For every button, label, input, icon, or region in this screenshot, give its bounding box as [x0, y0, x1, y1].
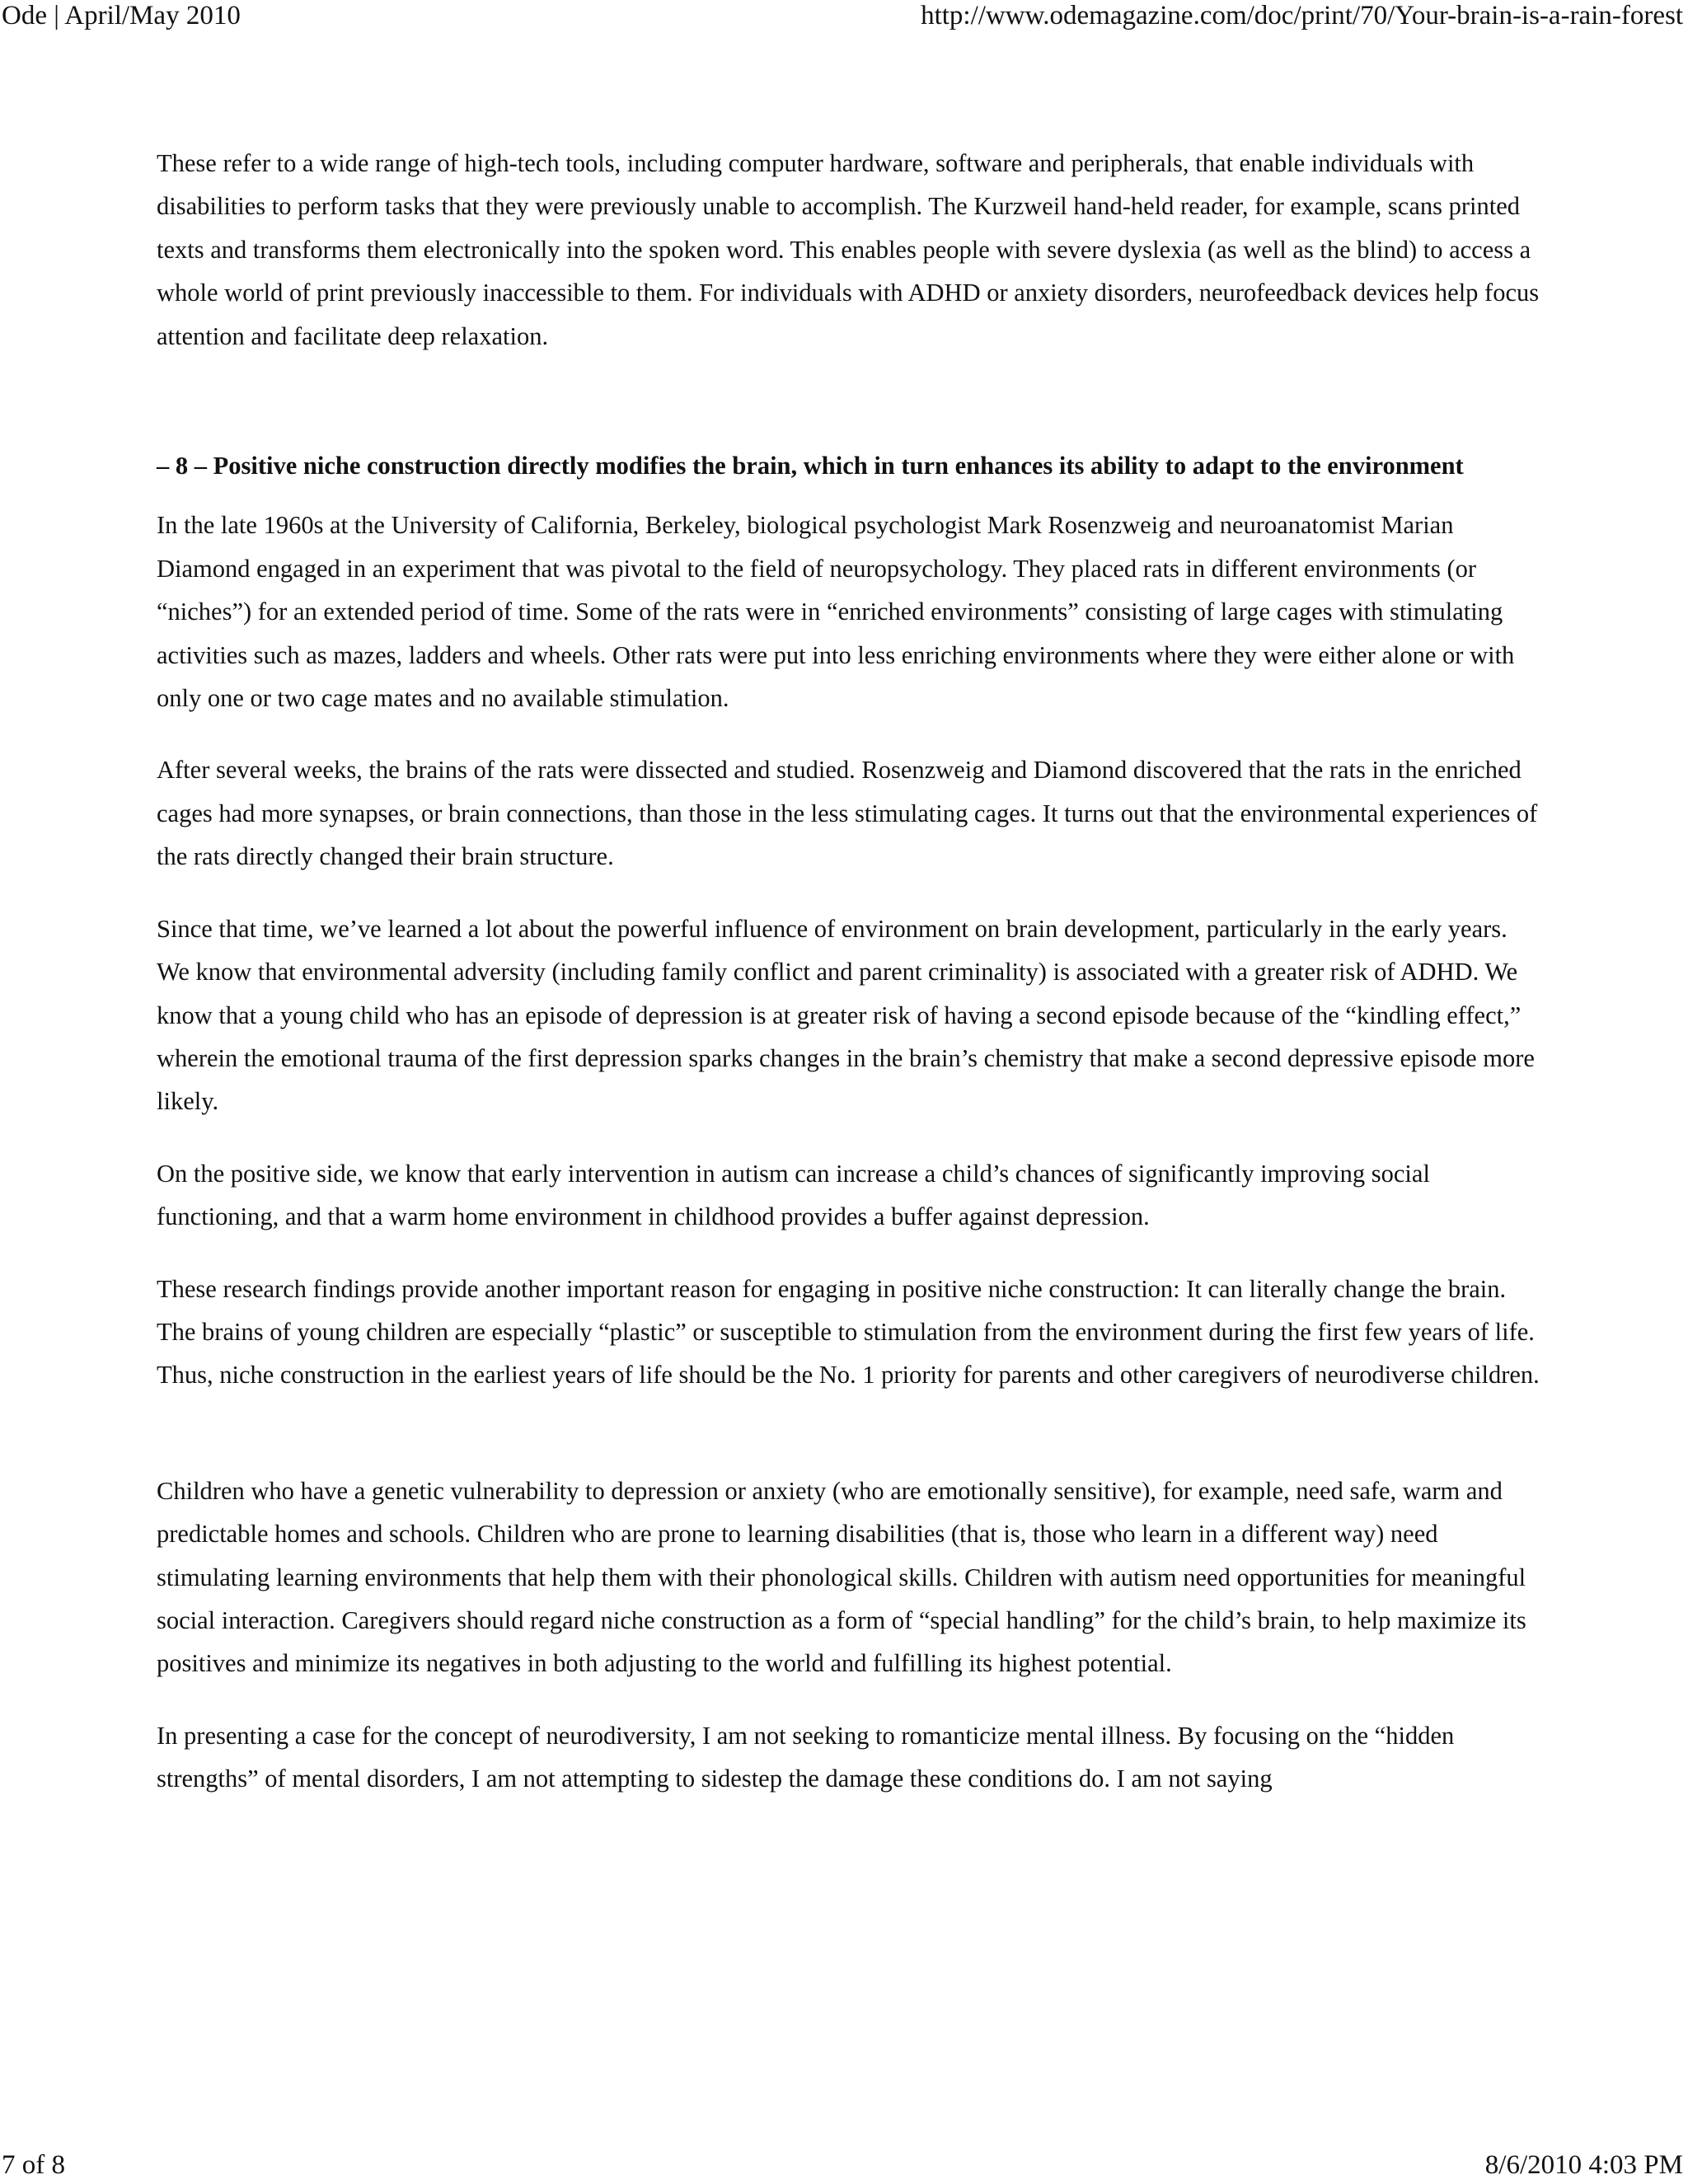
print-header-source: Ode | April/May 2010 — [2, 1, 241, 30]
paragraph-environment-influence: Since that time, we’ve learned a lot about the powerful influence of environment on brain development, particularly in the early years. We know that environmental adversity (including family conflict and parent criminality) is associated with a greater risk of ADHD. We know that a young child who has an episode of depression is at greater risk of having a second episode because of the “kindling effect,” wherein the emotional trauma of the first depression sparks changes in the brain’s chemistry that make a second depressive episode more likely. — [157, 914, 1535, 1116]
paragraph-findings: After several weeks, the brains of the rats were dissected and studied. Rosenzweig and Diamond discovered that the rats in the enriched cages had more synapses, or brain connections, than those in the less stimulating cages. It turns out that the environmental experiences of the rats directly changed their brain structure. — [157, 756, 1538, 871]
paragraph-neurodiversity-case: In presenting a case for the concept of neurodiversity, I am not seeking to romanticize mental illness. By focusing on the “hidden strengths” of mental disorders, I am not attempting to sidestep the damage these conditions do. I am not saying — [157, 1721, 1455, 1793]
paragraph-research-findings: These research findings provide another important reason for engaging in positive niche construction: It can literally change the brain. The brains of young children are especially “plastic” or susceptible to stimulation from the environment during the first few years of life. Thus, niche construction in the earliest years of life should be the No. 1 priority for parents and other caregivers of neurodiverse children. — [157, 1274, 1540, 1390]
paragraph-experiment: In the late 1960s at the University of California, Berkeley, biological psychologist Mark Rosenzweig and neuroanatomist Marian Diamond engaged in an experiment that was pivotal to the field of neuropsychology. They placed rats in different environments (or “niches”) for an extended period of time. Some of the rats were in “enriched environments” consisting of large cages with stimulating activities such as mazes, ladders and wheels. Other rats were put into less enriching environments where they were either alone or with only one or two cage mates and no available stimulation. — [157, 511, 1515, 713]
section-heading: – 8 – Positive niche construction directly modifies the brain, which in turn enhances its ability to adapt to the environment — [157, 452, 1464, 480]
paragraph-children-needs: Children who have a genetic vulnerability to depression or anxiety (who are emotionally sensitive), for example, need safe, warm and predictable homes and schools. Children who are prone to learning disabilities (that is, those who learn in a different way) need stimulating learning environments that help them with their phonological skills. Children with autism need opportunities for meaningful social interaction. Caregivers should regard niche construction as a form of “special handling” for the child’s brain, to help maximize its positives and minimize its negatives in both adjusting to the world and fulfilling its highest potential. — [157, 1476, 1526, 1678]
paragraph-positive-side: On the positive side, we know that early intervention in autism can increase a child’s chances of significantly improving social functioning, and that a warm home environment in childhood provides a buffer against depression. — [157, 1159, 1430, 1231]
intro-paragraph: These refer to a wide range of high-tech tools, including computer hardware, software and peripherals, that enable individuals with disabilities to perform tasks that they were previously unable to accomplish. The Kurzweil hand-held reader, for example, scans printed texts and transforms them electronically into the spoken word. This enables people with severe dyslexia (as well as the blind) to access a whole world of print previously inaccessible to them. For individuals with ADHD or anxiety disorders, neurofeedback devices help focus attention and facilitate deep relaxation. — [157, 149, 1540, 350]
article-body — [157, 142, 1541, 1801]
print-header-url: http://www.odemagazine.com/doc/print/70/Your-brain-is-a-rain-forest — [921, 1, 1683, 30]
page-number: 7 of 8 — [2, 2150, 65, 2180]
print-timestamp: 8/6/2010 4:03 PM — [1484, 2150, 1683, 2180]
